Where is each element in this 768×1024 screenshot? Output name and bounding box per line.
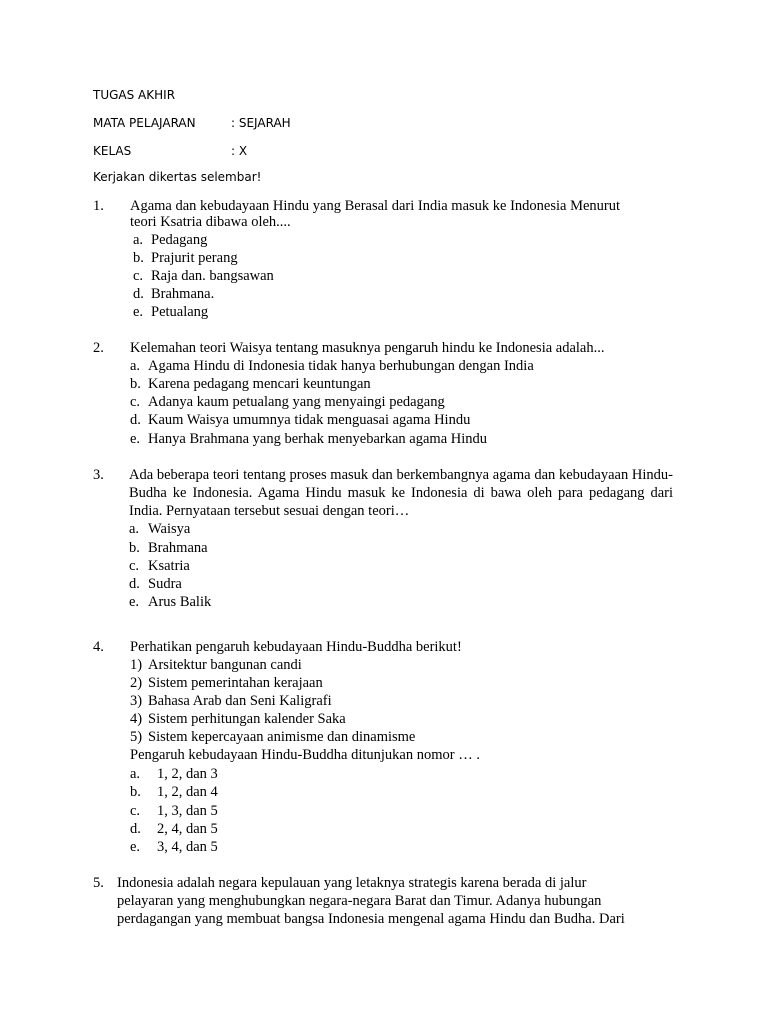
option-letter: e.	[130, 839, 141, 855]
question-text: Indonesia adalah negara kepulauan yang letaknya strategis karena berada di jalur	[117, 875, 587, 891]
option-text: Adanya kaum petualang yang menyaingi pedagang	[148, 394, 445, 410]
option-text: Arus Balik	[148, 594, 212, 610]
option-letter: b.	[129, 540, 140, 556]
option-text: Prajurit perang	[151, 250, 238, 266]
option-letter: a.	[130, 358, 141, 374]
statement-text: Arsitektur bangunan candi	[148, 657, 302, 673]
option-letter: b.	[133, 250, 144, 266]
option-letter: c.	[129, 558, 140, 574]
option-letter: d.	[130, 412, 141, 428]
option-letter: d.	[133, 286, 144, 302]
option-letter: c.	[133, 268, 144, 284]
statement-number: 2)	[130, 675, 143, 691]
option-letter: d.	[130, 821, 141, 837]
option-text: 1, 2, dan 4	[157, 784, 218, 800]
statement-text: Bahasa Arab dan Seni Kaligrafi	[148, 693, 332, 709]
question-text: teori Ksatria dibawa oleh....	[130, 214, 291, 230]
option-text: 1, 2, dan 3	[157, 766, 218, 782]
option-letter: a.	[130, 766, 141, 782]
question-number: 1.	[93, 198, 104, 214]
statement-text: Sistem kepercayaan animisme dan dinamisme	[148, 729, 416, 745]
question-number: 3.	[93, 467, 104, 483]
option-text: 2, 4, dan 5	[157, 821, 218, 837]
option-letter: d.	[129, 576, 140, 592]
option-letter: c.	[130, 803, 141, 819]
question-number: 2.	[93, 340, 104, 356]
class-label: KELAS	[93, 144, 132, 158]
option-letter: b.	[130, 784, 141, 800]
option-text: 1, 3, dan 5	[157, 803, 218, 819]
class-value: : X	[231, 144, 248, 158]
subject-value: : SEJARAH	[231, 116, 291, 130]
option-letter: e.	[129, 594, 140, 610]
statement-number: 1)	[130, 657, 143, 673]
instruction-text: Kerjakan dikertas selembar!	[93, 170, 262, 184]
option-text: Ksatria	[148, 558, 190, 574]
option-letter: b.	[130, 376, 141, 392]
option-letter: e.	[133, 304, 144, 320]
option-text: Sudra	[148, 576, 182, 592]
option-text: Kaum Waisya umumnya tidak menguasai agama Hindu	[148, 412, 471, 428]
question-number: 4.	[93, 639, 104, 655]
question-text: Ada beberapa teori tentang proses masuk dan berkembangnya agama dan kebudayaan Hindu-Budha ke Indonesia. Agama Hindu masuk ke Indonesia di bawa oleh para pedagang dari India. Pernyataan tersebut sesuai dengan teori…	[129, 467, 673, 519]
option-text: Pedagang	[151, 232, 208, 248]
option-letter: a.	[129, 521, 140, 537]
question-text: pelayaran yang menghubungkan negara-negara Barat dan Timur. Adanya hubungan	[117, 893, 602, 909]
question-number: 5.	[93, 875, 104, 891]
statement-number: 3)	[130, 693, 143, 709]
option-text: Raja dan. bangsawan	[151, 268, 274, 284]
question-text: Perhatikan pengaruh kebudayaan Hindu-Buddha berikut!	[130, 639, 462, 655]
option-letter: e.	[130, 431, 141, 447]
question-prompt: Pengaruh kebudayaan Hindu-Buddha ditunjukan nomor … .	[130, 747, 480, 763]
question-text: perdagangan yang membuat bangsa Indonesia mengenal agama Hindu dan Budha. Dari	[117, 911, 625, 927]
subject-label: MATA PELAJARAN	[93, 116, 196, 130]
document-title: TUGAS AKHIR	[93, 88, 176, 102]
option-letter: c.	[130, 394, 141, 410]
option-letter: a.	[133, 232, 144, 248]
option-text: Hanya Brahmana yang berhak menyebarkan agama Hindu	[148, 431, 488, 447]
statement-text: Sistem perhitungan kalender Saka	[148, 711, 346, 727]
option-text: Brahmana.	[151, 286, 215, 302]
option-text: Petualang	[151, 304, 209, 320]
option-text: Waisya	[148, 521, 191, 537]
option-text: Brahmana	[148, 540, 208, 556]
option-text: Karena pedagang mencari keuntungan	[148, 376, 371, 392]
option-text: 3, 4, dan 5	[157, 839, 218, 855]
option-text: Agama Hindu di Indonesia tidak hanya berhubungan dengan India	[148, 358, 534, 374]
statement-number: 4)	[130, 711, 143, 727]
statement-text: Sistem pemerintahan kerajaan	[148, 675, 323, 691]
question-text: Agama dan kebudayaan Hindu yang Berasal dari India masuk ke Indonesia Menurut	[130, 198, 621, 214]
question-text: Kelemahan teori Waisya tentang masuknya pengaruh hindu ke Indonesia adalah...	[130, 340, 605, 356]
statement-number: 5)	[130, 729, 143, 745]
